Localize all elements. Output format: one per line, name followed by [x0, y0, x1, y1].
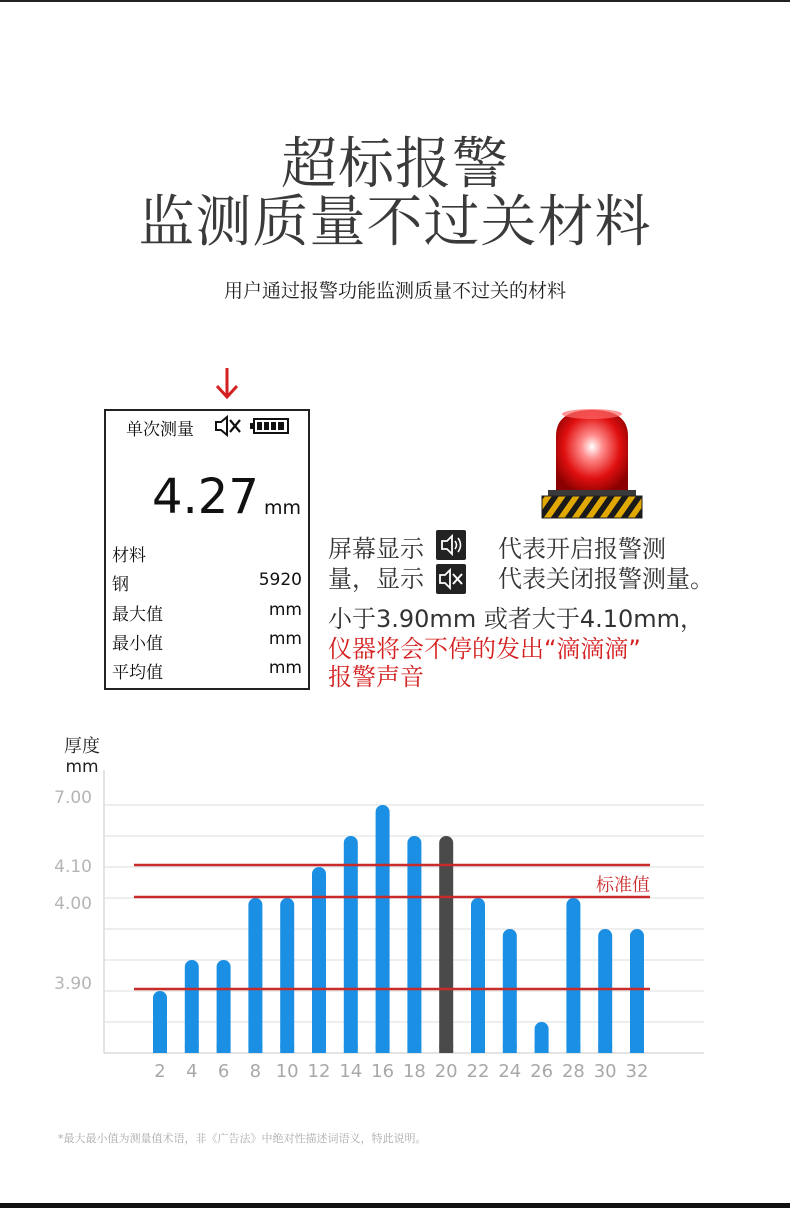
- device-row-label: 平均值: [112, 663, 163, 683]
- bar-base: [185, 1045, 199, 1053]
- device-row-label: 钢: [112, 575, 129, 595]
- bar-base: [566, 1045, 580, 1053]
- x-tick-label: 24: [498, 1061, 522, 1082]
- y-tick-label: 3.90: [54, 974, 92, 994]
- x-tick-label: 14: [339, 1061, 363, 1082]
- x-tick-label: 26: [530, 1061, 554, 1082]
- desc-line2b: 代表关闭报警测量。: [498, 565, 714, 593]
- desc-alert-sound-2: 报警声音: [328, 663, 424, 691]
- headline-line1: 超标报警: [281, 132, 509, 197]
- device-row-label: 材料: [112, 546, 146, 566]
- bar-base: [312, 1045, 326, 1053]
- headline-line2: 监测质量不过关材料: [138, 190, 652, 255]
- y-axis-title: 厚度: [64, 736, 100, 757]
- x-tick-label: 2: [154, 1061, 166, 1082]
- bar-base: [153, 1045, 167, 1053]
- bar-base: [535, 1045, 549, 1053]
- x-tick-label: 20: [434, 1061, 458, 1082]
- desc-line2a: 量，显示: [328, 565, 424, 593]
- bar: [630, 929, 644, 1053]
- standard-value-label: 标准值: [596, 875, 650, 896]
- x-tick-label: 4: [186, 1061, 198, 1082]
- bar-base: [630, 1045, 644, 1053]
- y-axis-unit: mm: [65, 757, 99, 777]
- x-tick-label: 28: [561, 1061, 585, 1082]
- x-tick-label: 8: [249, 1061, 262, 1082]
- x-tick-label: 10: [275, 1061, 299, 1082]
- x-tick-label: 32: [625, 1061, 649, 1082]
- x-tick-label: 12: [307, 1061, 331, 1082]
- bar-base: [217, 1045, 231, 1053]
- device-row-value: mm: [268, 658, 302, 678]
- y-tick-label: 4.10: [54, 857, 92, 877]
- device-row-value: 5920: [258, 570, 302, 590]
- bar-base: [503, 1045, 517, 1053]
- bottom-border: [0, 1203, 790, 1208]
- x-tick-label: 6: [217, 1061, 230, 1082]
- bar: [471, 898, 485, 1053]
- bar: [344, 836, 358, 1053]
- x-tick-label: 16: [371, 1061, 395, 1082]
- device-reading: 4.27: [152, 469, 259, 525]
- bar-base: [376, 1045, 390, 1053]
- bar: [439, 836, 453, 1053]
- device-reading-unit: mm: [264, 497, 302, 519]
- bar-base: [344, 1045, 358, 1053]
- bar-base: [471, 1045, 485, 1053]
- headline-subtitle: 用户通过报警功能监测质量不过关的材料: [223, 280, 566, 302]
- x-tick-label: 22: [466, 1061, 490, 1082]
- bar: [153, 991, 167, 1053]
- device-row-value: mm: [268, 629, 302, 649]
- device-row-label: 最小值: [112, 634, 163, 654]
- bar: [503, 929, 517, 1053]
- footnote: *最大最小值为测量值术语，非《广告法》中绝对性描述词语义，特此说明。: [58, 1132, 427, 1145]
- y-tick-label: 7.00: [54, 788, 92, 808]
- device-mode-label: 单次测量: [126, 420, 194, 440]
- bar: [407, 836, 421, 1053]
- x-tick-label: 18: [402, 1061, 426, 1082]
- desc-alert-sound: 仪器将会不停的发出“滴滴滴”: [328, 635, 641, 663]
- bar: [312, 867, 326, 1053]
- bar-base: [598, 1045, 612, 1053]
- bar: [566, 898, 580, 1053]
- bar-base: [439, 1045, 453, 1053]
- x-tick-label: 30: [593, 1061, 617, 1082]
- desc-line1a: 屏幕显示: [328, 535, 424, 563]
- bar-base: [280, 1045, 294, 1053]
- bar: [248, 898, 262, 1053]
- bar: [217, 960, 231, 1053]
- bar-base: [407, 1045, 421, 1053]
- bar: [376, 805, 390, 1053]
- device-row-label: 最大值: [112, 605, 163, 625]
- device-row-value: mm: [268, 600, 302, 620]
- y-tick-label: 4.00: [54, 894, 92, 914]
- bar-base: [248, 1045, 262, 1053]
- desc-line1b: 代表开启报警测: [498, 535, 666, 563]
- bar: [598, 929, 612, 1053]
- desc-threshold: 小于3.90mm 或者大于4.10mm，: [328, 605, 705, 633]
- bar: [185, 960, 199, 1053]
- bar: [280, 898, 294, 1053]
